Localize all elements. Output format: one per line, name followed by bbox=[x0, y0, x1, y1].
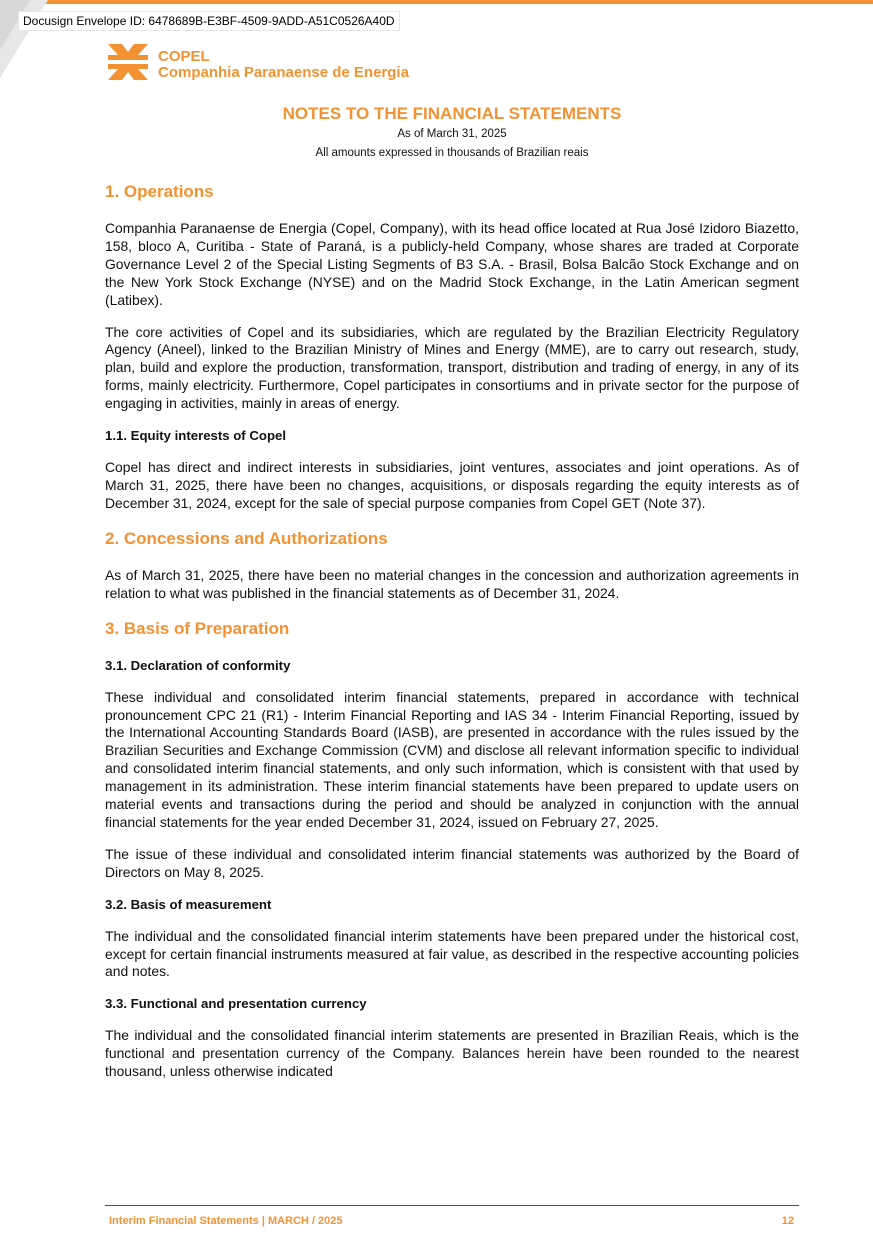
document-header bbox=[104, 103, 800, 163]
document-body bbox=[105, 180, 799, 1095]
subheading-basis-measurement: 3.2. Basis of measurement bbox=[105, 896, 272, 912]
docusign-envelope-id: Docusign Envelope ID: 6478689B-E3BF-4509-9ADD-A51C0526A40D bbox=[18, 11, 400, 31]
footer-report-title: Interim Financial Statements | MARCH / 2025 bbox=[109, 1215, 343, 1227]
heading-operations: 1. Operations bbox=[105, 182, 214, 201]
paragraph-basis-measurement: The individual and the consolidated financial interim statements have been prepared under the historical cost, except for certain financial instruments measured at fair value, as described in the respective accounting policies and notes. bbox=[105, 927, 799, 980]
subheading-functional-currency: 3.3. Functional and presentation currency bbox=[105, 996, 367, 1012]
logo-subtitle: Companhia Paranaense de Energia bbox=[158, 64, 409, 81]
paragraph-concessions: As of March 31, 2025, there have been no material changes in the concession and authorization agreements in relation to what was published in the financial statements as of December 31, 2024. bbox=[105, 566, 799, 601]
paragraph-authorization: The issue of these individual and consolidated interim financial statements was authorized by the Board of Directors on May 8, 2025. bbox=[105, 845, 799, 880]
paragraph-functional-currency: The individual and the consolidated financial interim statements are presented in Brazilian Reais, which is the functional and presentation currency of the Company. Balances herein have been rounded to the nearest thousand, unless otherwise indicated bbox=[105, 1027, 799, 1080]
paragraph-declaration-conformity: These individual and consolidated interim financial statements, prepared in accordance with technical pronouncement CPC 21 (R1) - Interim Financial Reporting and IAS 34 - Interim Financial Reporting, issued by the International Accounting Standards Board (IASB), are presented in accordance with the rules issued by the Brazilian Securities and Exchange Commission (CVM) and disclose all relevant information specific to individual and consolidated interim financial statements, and only such information, which is consistent with that used by management in its administration. These interim financial statements have been prepared to update users on material events and transactions during the period and should be analyzed in conjunction with the annual financial statements for the year ended December 31, 2024, issued on February 27, 2025. bbox=[105, 688, 799, 830]
paragraph-operations-1: Companhia Paranaense de Energia (Copel, Company), with its head office located at Rua José Izidoro Biazetto, 158, bloco A, Curitiba - State of Paraná, is a publicly-held Company, whose shares are traded at Corporate Governance Level 2 of the Special Listing Segments of B3 S.A. - Brasil, Bolsa Balcão Stock Exchange and on the New York Stock Exchange (NYSE) and on the Madrid Stock Exchange, in the Latin American segment (Latibex). bbox=[105, 220, 799, 308]
heading-basis-of-preparation: 3. Basis of Preparation bbox=[105, 618, 290, 638]
copel-logo-icon bbox=[106, 42, 150, 82]
company-logo bbox=[106, 42, 426, 84]
paragraph-operations-2: The core activities of Copel and its subsidiaries, which are regulated by the Brazilian Electricity Regulatory Agency (Aneel), linked to the Brazilian Ministry of Mines and Energy (MME), are to carry out research, study, plan, build and explore the production, transformation, transport, distribution and trading of energy, in any of its forms, mainly electricity. Furthermore, Copel participates in consortiums and in private sector for the purpose of engaging in activities, mainly in areas of energy. bbox=[105, 323, 799, 412]
footer-divider bbox=[105, 1205, 799, 1206]
page-number: 12 bbox=[781, 1215, 794, 1227]
top-accent-bar bbox=[0, 0, 873, 4]
subheading-declaration-conformity: 3.1. Declaration of conformity bbox=[105, 657, 291, 673]
date-line: As of March 31, 2025 bbox=[397, 128, 507, 140]
heading-concessions: 2. Concessions and Authorizations bbox=[105, 528, 388, 548]
logo-name: COPEL bbox=[158, 48, 210, 65]
subheading-equity-interests: 1.1. Equity interests of Copel bbox=[105, 428, 286, 444]
document-title: NOTES TO THE FINANCIAL STATEMENTS bbox=[282, 104, 622, 123]
paragraph-equity-interests: Copel has direct and indirect interests in subsidiaries, joint ventures, associates and joint operations. As of March 31, 2025, there have been no changes, acquisitions, or disposals regarding the equity interests as of December 31, 2024, except for the sale of special purpose companies from Copel GET (Note 37). bbox=[105, 459, 799, 511]
amounts-line: All amounts expressed in thousands of Brazilian reais bbox=[315, 147, 589, 159]
